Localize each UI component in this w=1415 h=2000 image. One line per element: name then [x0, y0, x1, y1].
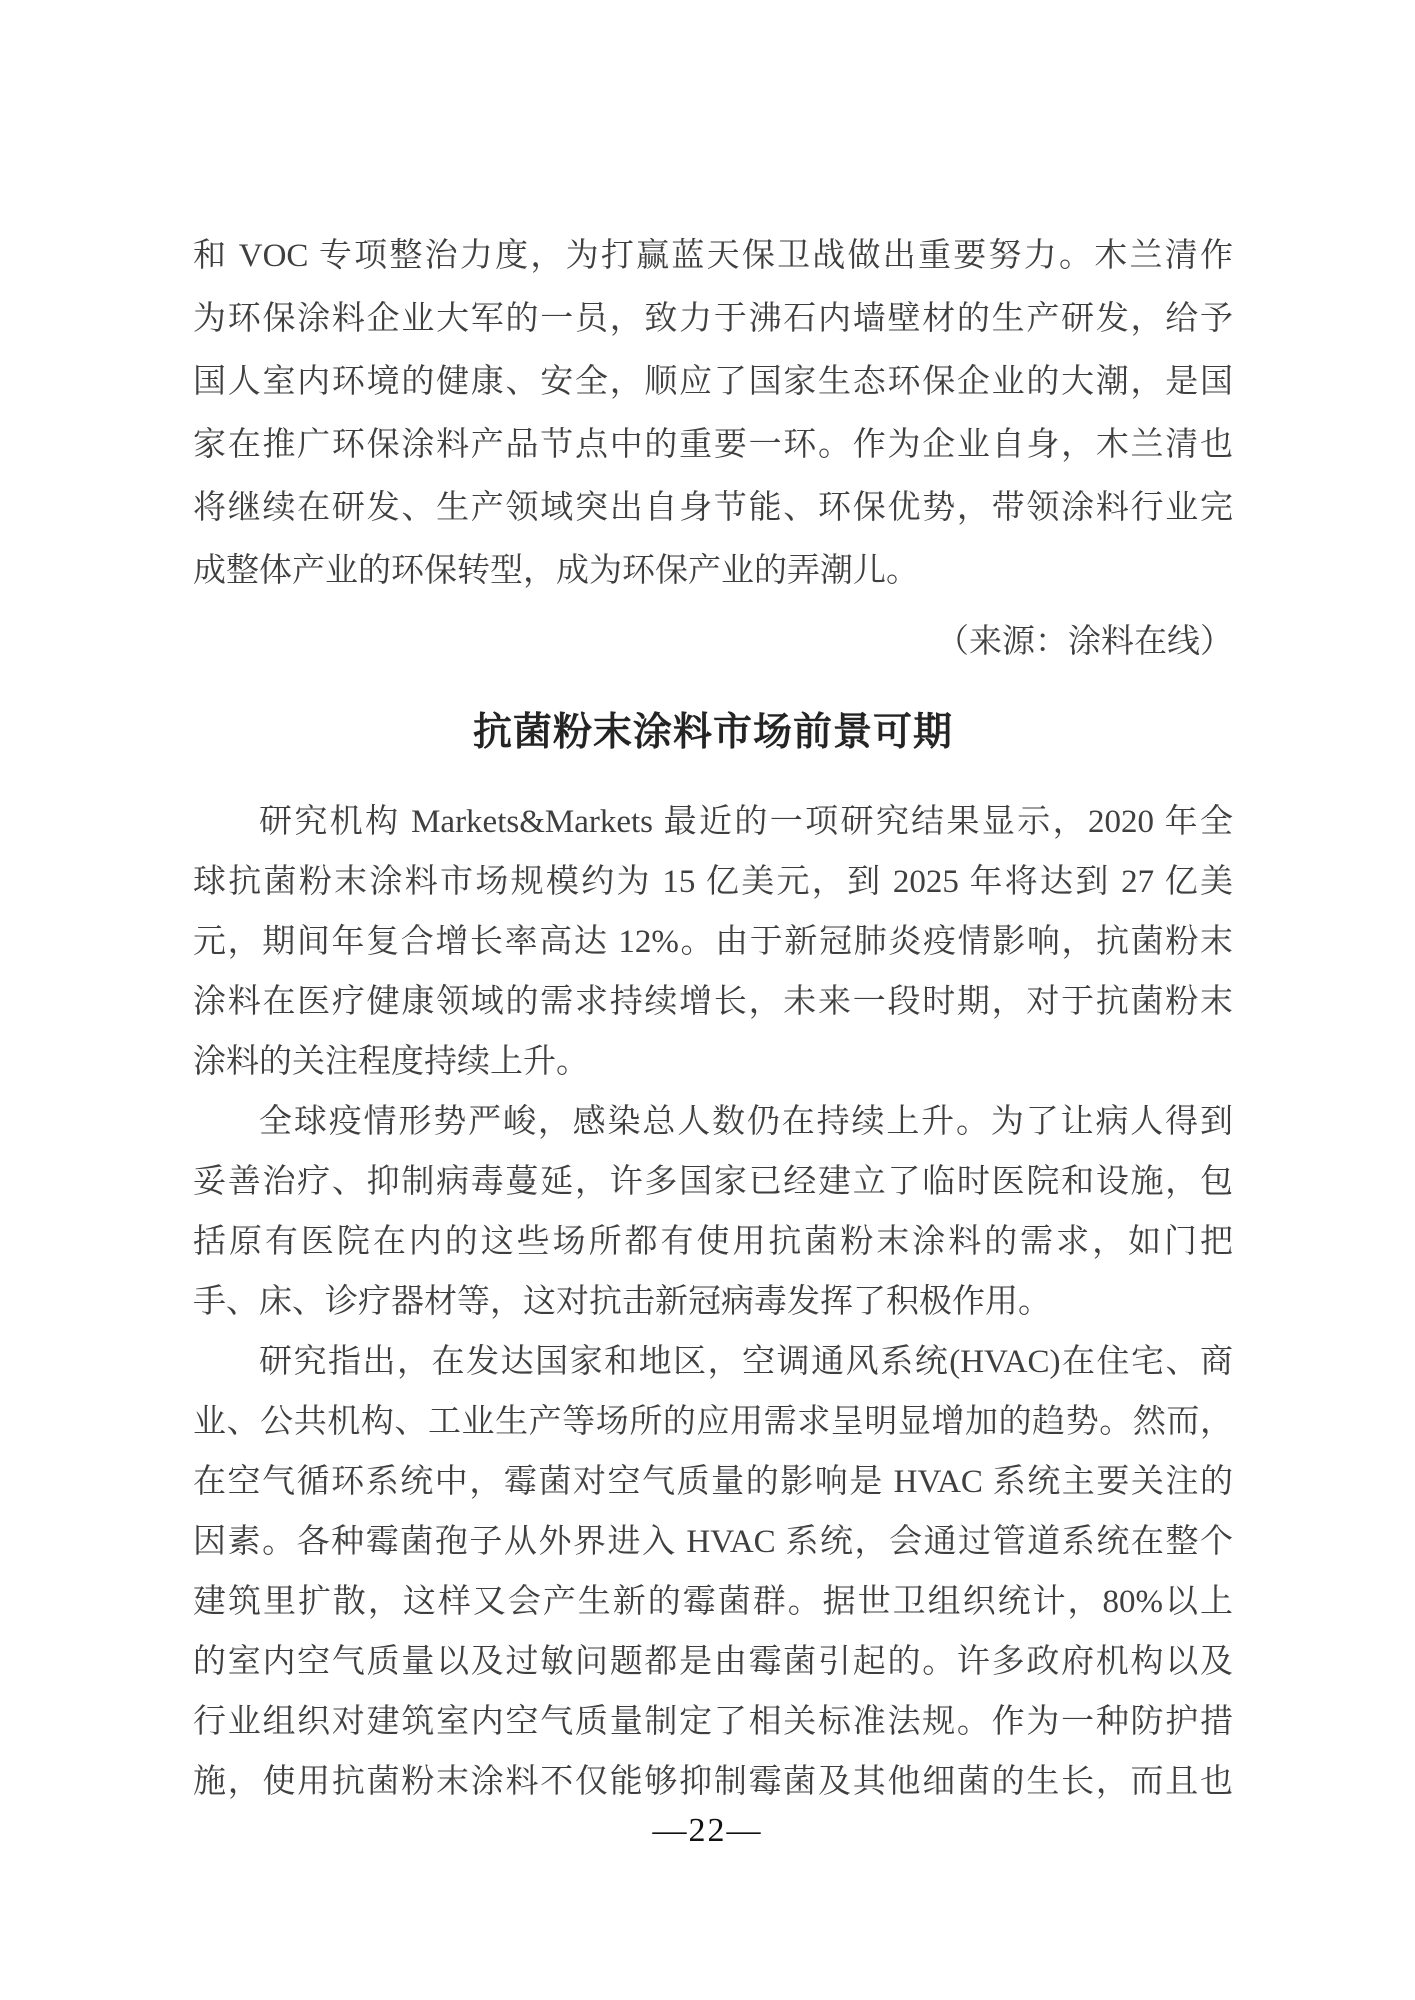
text-line: 施，使用抗菌粉末涂料不仅能够抑制霉菌及其他细菌的生长，而且也 [193, 1764, 1233, 1800]
text-line: 研究机构 Markets&Markets 最近的一项研究结果显示，2020 年全 [259, 804, 1233, 840]
text-line: 涂料在医疗健康领域的需求持续增长，未来一段时期，对于抗菌粉末 [193, 984, 1233, 1020]
source-attribution: （来源：涂料在线） [936, 624, 1233, 660]
article1-body [193, 225, 1233, 603]
text-line: 的室内空气质量以及过敏问题都是由霉菌引起的。许多政府机构以及 [193, 1644, 1233, 1680]
page-number: —22— [652, 1812, 763, 1849]
text-line: 研究指出，在发达国家和地区，空调通风系统(HVAC)在住宅、商 [259, 1344, 1233, 1380]
text-line: 因素。各种霉菌孢子从外界进入 HVAC 系统，会通过管道系统在整个 [193, 1524, 1233, 1560]
text-line: 妥善治疗、抑制病毒蔓延，许多国家已经建立了临时医院和设施，包 [193, 1164, 1233, 1200]
text-line: 括原有医院在内的这些场所都有使用抗菌粉末涂料的需求，如门把 [193, 1224, 1233, 1260]
text-line: 将继续在研发、生产领域突出自身节能、环保优势，带领涂料行业完 [193, 490, 1233, 526]
page-content [193, 225, 1233, 1812]
text-line: 元，期间年复合增长率高达 12%。由于新冠肺炎疫情影响，抗菌粉末 [193, 924, 1233, 960]
text-line: 成整体产业的环保转型，成为环保产业的弄潮儿。 [193, 553, 919, 589]
text-line: 国人室内环境的健康、安全，顺应了国家生态环保企业的大潮，是国 [193, 364, 1233, 400]
text-line: 在空气循环系统中，霉菌对空气质量的影响是 HVAC 系统主要关注的 [193, 1464, 1233, 1500]
article2-body [193, 792, 1233, 1812]
text-line: 为环保涂料企业大军的一员，致力于沸石内墙壁材的生产研发，给予 [193, 301, 1233, 337]
text-line: 手、床、诊疗器材等，这对抗击新冠病毒发挥了积极作用。 [193, 1284, 1051, 1320]
text-line: 业、公共机构、工业生产等场所的应用需求呈明显增加的趋势。然而， [193, 1404, 1233, 1440]
text-line: 和 VOC 专项整治力度，为打赢蓝天保卫战做出重要努力。木兰清作 [193, 238, 1233, 274]
text-line: 行业组织对建筑室内空气质量制定了相关标准法规。作为一种防护措 [193, 1704, 1233, 1740]
text-line: 建筑里扩散，这样又会产生新的霉菌群。据世卫组织统计，80%以上 [193, 1584, 1233, 1620]
text-line: 球抗菌粉末涂料市场规模约为 15 亿美元，到 2025 年将达到 27 亿美 [193, 864, 1233, 900]
article-title: 抗菌粉末涂料市场前景可期 [472, 711, 953, 754]
text-line: 涂料的关注程度持续上升。 [193, 1044, 589, 1080]
text-line: 家在推广环保涂料产品节点中的重要一环。作为企业自身，木兰清也 [193, 427, 1233, 463]
text-line: 全球疫情形势严峻，感染总人数仍在持续上升。为了让病人得到 [259, 1104, 1233, 1140]
